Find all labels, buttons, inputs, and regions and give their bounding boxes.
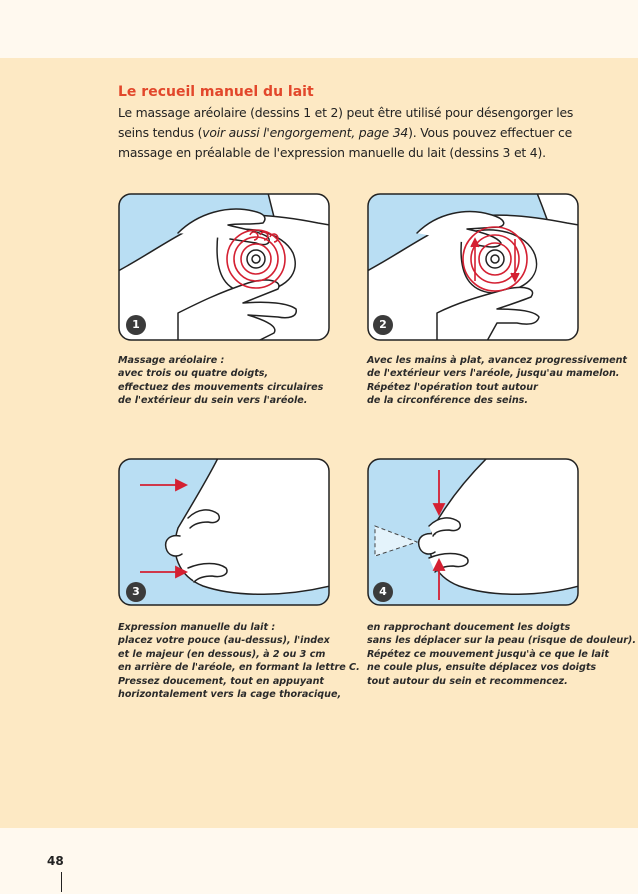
- caption-line: effectuez des mouvements circulaires: [118, 381, 324, 393]
- illustration-3: [118, 458, 330, 606]
- caption-line: Massage aréolaire :: [118, 355, 225, 366]
- caption-line: Répétez l'opération tout autour: [367, 381, 538, 393]
- caption-line: et le majeur (en dessous), à 2 ou 3 cm: [118, 648, 326, 660]
- breast-massage-drawing-1: [118, 193, 330, 341]
- caption-line: Avec les mains à plat, avancez progressivement: [367, 355, 628, 366]
- illustration-number-badge: 3: [126, 582, 146, 602]
- intro-text-2: ). Vous pouvez effectuer ce massage en préalable de l'expression manuelle du lait (dessins 3 et 4).: [118, 125, 573, 160]
- caption-line: Répétez ce mouvement jusqu'à ce que le lait: [367, 648, 609, 660]
- caption-line: tout autour du sein et recommencez.: [367, 675, 568, 687]
- illustration-4: [367, 458, 579, 606]
- intro-text-1: Le massage aréolaire (dessins 1 et 2) peut être utilisé pour désengorger les seins tendus (: [118, 105, 574, 140]
- hand-expression-drawing-3: [118, 458, 330, 606]
- intro-paragraph: [118, 103, 598, 163]
- caption-line: en arrière de l'aréole, en formant la lettre C.: [118, 662, 360, 674]
- caption-line: en rapprochant doucement les doigts: [367, 622, 571, 633]
- illustration-number-badge: 2: [373, 315, 393, 335]
- caption-line: sans les déplacer sur la peau (risque de douleur).: [367, 635, 636, 647]
- caption-line: de l'extérieur du sein vers l'aréole.: [118, 395, 308, 407]
- caption-2: [367, 354, 627, 408]
- caption-line: horizontalement vers la cage thoracique,: [118, 689, 342, 701]
- caption-1: [118, 354, 323, 408]
- caption-line: de l'extérieur vers l'aréole, jusqu'au mamelon.: [367, 368, 620, 380]
- page-number: 48: [47, 854, 64, 868]
- bottom-band: [0, 828, 638, 894]
- caption-line: Expression manuelle du lait :: [118, 622, 276, 633]
- illustration-number-badge: 4: [373, 582, 393, 602]
- illustration-1: [118, 193, 330, 341]
- page-number-rule: [61, 872, 62, 892]
- top-band: [0, 0, 638, 58]
- caption-line: ne coule plus, ensuite déplacez vos doigts: [367, 662, 597, 674]
- content-area: [0, 58, 638, 828]
- caption-4: [367, 621, 636, 688]
- caption-line: avec trois ou quatre doigts,: [118, 368, 269, 380]
- caption-line: placez votre pouce (au-dessus), l'index: [118, 635, 330, 647]
- intro-italic-reference: voir aussi l'engorgement, page 34: [202, 125, 409, 140]
- illustration-2: [367, 193, 579, 341]
- caption-line: Pressez doucement, tout en appuyant: [118, 675, 325, 687]
- breast-massage-drawing-2: [367, 193, 579, 341]
- hand-expression-drawing-4: [367, 458, 579, 606]
- page-title: Le recueil manuel du lait: [118, 84, 314, 100]
- caption-line: de la circonférence des seins.: [367, 395, 529, 407]
- caption-3: [118, 621, 360, 701]
- illustration-number-badge: 1: [126, 315, 146, 335]
